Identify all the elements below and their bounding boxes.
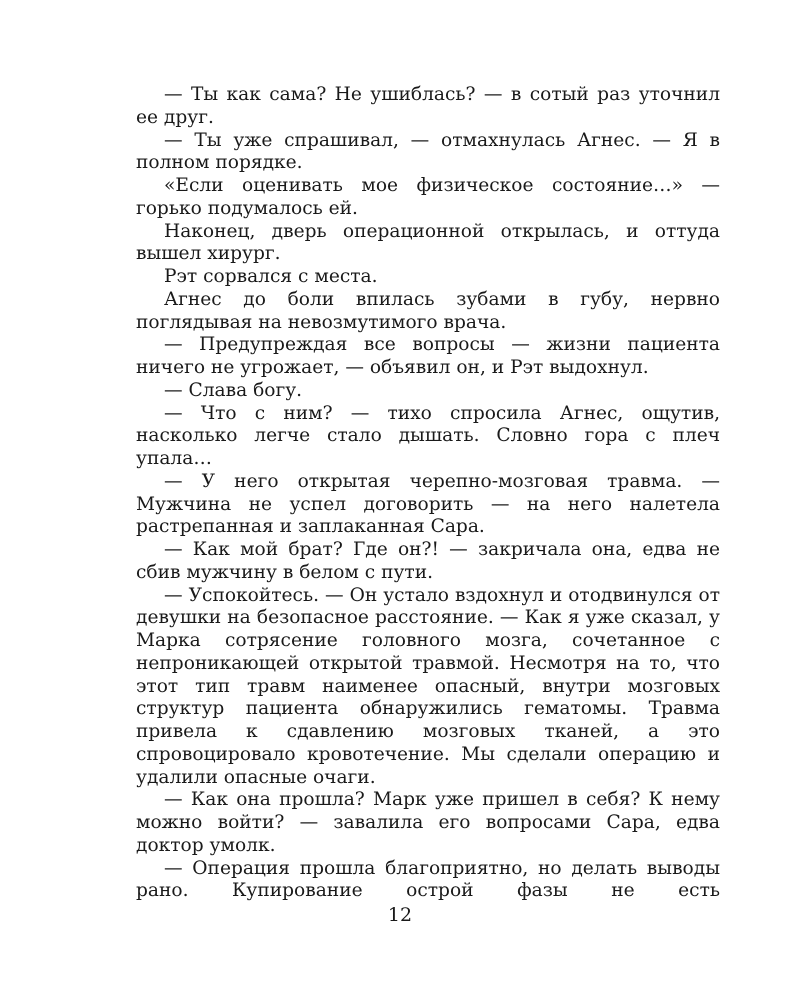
page-text — [136, 84, 720, 903]
paragraph-7: — Предупреждая все вопросы — жизни пациента ничего не угрожает, — объявил он, и Рэт выдохнул. — [136, 334, 720, 378]
paragraph-6: Агнес до боли впилась зубами в губу, нервно поглядывая на невозмутимого врача. — [136, 288, 720, 333]
paragraph-8: — Слава богу. — [164, 379, 303, 401]
paragraph-2: — Ты уже спрашивал, — отмахнулась Агнес. — Я в полном порядке. — [136, 129, 720, 174]
paragraph-10: — У него открытая черепно-мозговая травма. — Мужчина не успел договорить — на него налетела растрепанная и заплаканная Сара. — [136, 470, 720, 538]
paragraph-9: — Что с ним? — тихо спросила Агнес, ощутив, насколько легче стало дышать. Словно гора с плеч упала… — [136, 402, 720, 469]
paragraph-12: — Успокойтесь. — Он устало вздохнул и отодвинулся от девушки на безопасное расстояние. — Как я уже сказал, у Марка сотрясение головного мозга, сочетанное с непроникающей открытой травмой. Несмотря на то, что этот тип травм наименее опасный, внутри мозговых структур пациента обнаружились гематомы. Травма привела к сдавлению мозговых тканей, а это спровоцировало кровотечение. Мы сделали операцию и удалили опасные очаги. — [136, 584, 720, 788]
paragraph-4: Наконец, дверь операционной открылась, и оттуда вышел хирург. — [136, 220, 720, 265]
paragraph-13: — Как она прошла? Марк уже пришел в себя? К нему можно войти? — завалила его вопросами Сара, едва доктор умолк. — [136, 789, 720, 856]
paragraph-3: «Если оценивать мое физическое состояние…» — горько подумалось ей. — [136, 175, 720, 219]
paragraph-1: — Ты как сама? Не ушиблась? — в сотый раз уточнил ее друг. — [136, 84, 720, 128]
paragraph-11: — Как мой брат? Где он?! — закричала она, едва не сбив мужчину в белом с пути. — [136, 539, 720, 583]
page-number: 12 — [387, 904, 413, 926]
paragraph-5: Рэт сорвался с места. — [164, 266, 378, 287]
paragraph-14: — Операция прошла благоприятно, но делать выводы рано. Купирование острой фазы не есть — [136, 857, 720, 902]
